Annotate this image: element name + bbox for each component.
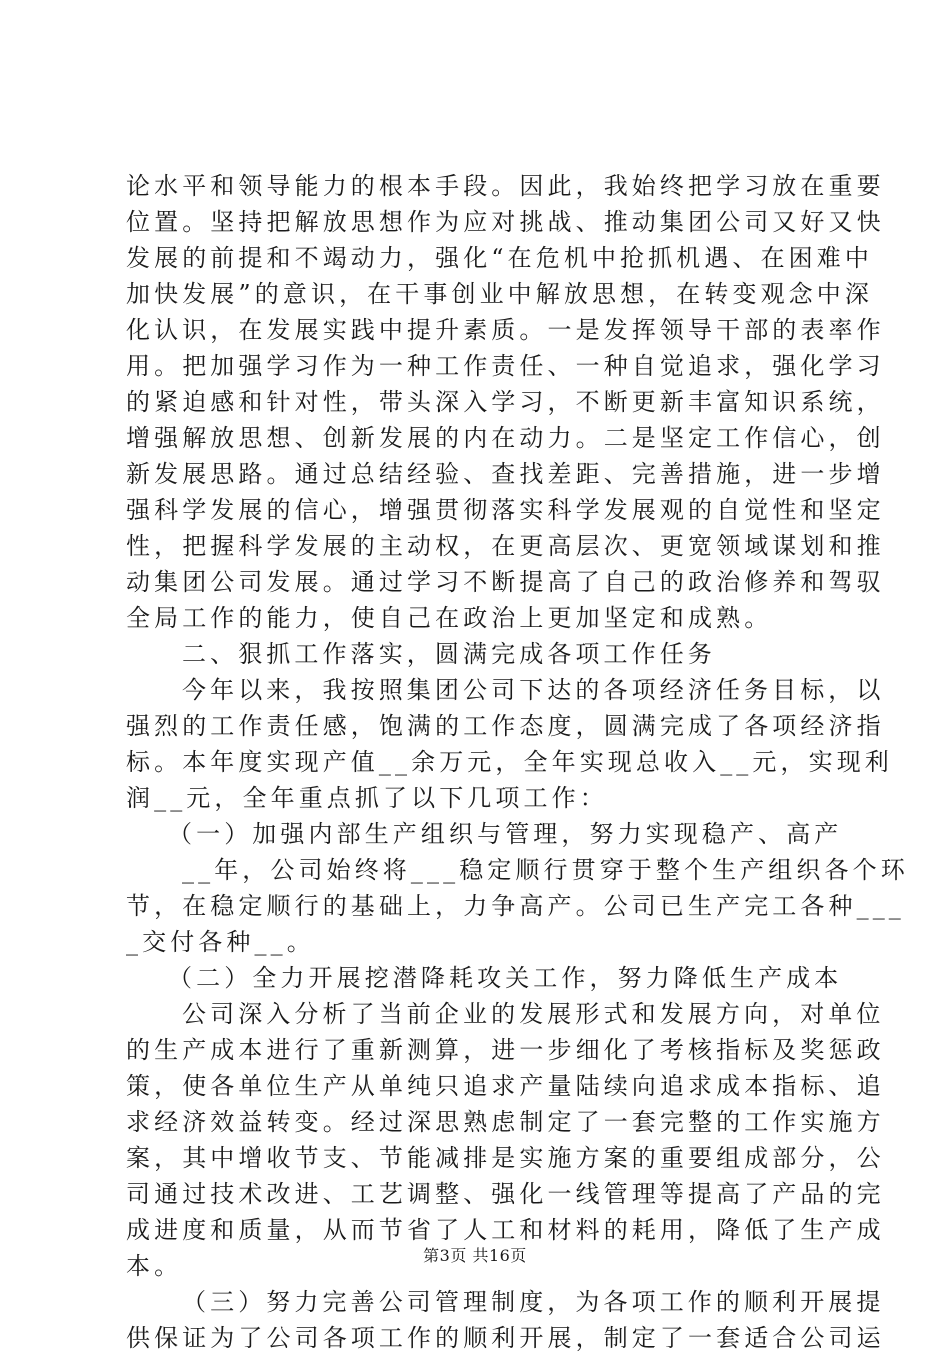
text-line: 润__元，全年重点抓了以下几项工作： (126, 784, 608, 812)
text-line: 强科学发展的信心，增强贯彻落实科学发展观的自觉性和坚定 (126, 496, 885, 524)
text-line: 位置。坚持把解放思想作为应对挑战、推动集团公司又好又快 (126, 208, 885, 236)
text-line: 化认识，在发展实践中提升素质。一是发挥领导干部的表率作 (126, 316, 885, 344)
page-number-footer: 第3页 共16页 (423, 1246, 527, 1265)
text-line: 性，把握科学发展的主动权，在更高层次、更宽领域谋划和推 (126, 532, 885, 560)
text-line: 论水平和领导能力的根本手段。因此，我始终把学习放在重要 (126, 172, 885, 200)
text-line: 发展的前提和不竭动力，强化“在危机中抢抓机遇、在困难中 (126, 244, 873, 272)
text-line: 成进度和质量，从而节省了人工和材料的耗用，降低了生产成 (126, 1216, 885, 1244)
text-line: 新发展思路。通过总结经验、查找差距、完善措施，进一步增 (126, 460, 885, 488)
text-line: 动集团公司发展。通过学习不断提高了自己的政治修养和驾驭 (126, 568, 885, 596)
text-line: 策，使各单位生产从单纯只追求产量陆续向追求成本指标、追 (126, 1072, 885, 1100)
text-line: 节，在稳定顺行的基础上，力争高产。公司已生产完工各种___ (126, 892, 905, 920)
text-line: 增强解放思想、创新发展的内在动力。二是坚定工作信心，创 (126, 424, 885, 452)
text-line: 用。把加强学习作为一种工作责任、一种自觉追求，强化学习 (126, 352, 885, 380)
subsection-heading: （二）全力开展挖潜降耗攻关工作，努力降低生产成本 (168, 964, 843, 992)
text-line: 的生产成本进行了重新测算，进一步细化了考核指标及奖惩政 (126, 1036, 885, 1064)
section-heading: 二、狠抓工作落实，圆满完成各项工作任务 (182, 640, 716, 668)
text-line: 强烈的工作责任感，饱满的工作态度，圆满完成了各项经济指 (126, 712, 885, 740)
text-line: 供保证为了公司各项工作的顺利开展，制定了一套适合公司运 (126, 1324, 885, 1352)
text-line: 的紧迫感和针对性，带头深入学习，不断更新丰富知识系统， (126, 388, 885, 416)
text-line: 今年以来，我按照集团公司下达的各项经济任务目标，以 (182, 676, 885, 704)
text-line: 本。 (126, 1252, 183, 1280)
subsection-heading: （三）努力完善公司管理制度，为各项工作的顺利开展提 (182, 1288, 885, 1316)
text-line: 加快发展”的意识，在干事创业中解放思想，在转变观念中深 (126, 280, 873, 308)
text-line: 公司深入分析了当前企业的发展形式和发展方向，对单位 (182, 1000, 885, 1028)
text-line: 标。本年度实现产值__余万元，全年实现总收入__元，实现利 (126, 748, 893, 776)
text-line: _交付各种__。 (126, 928, 315, 956)
text-line: 全局工作的能力，使自己在政治上更加坚定和成熟。 (126, 604, 773, 632)
text-line: __年，公司始终将___稳定顺行贯穿于整个生产组织各个环 (182, 856, 909, 884)
text-line: 司通过技术改进、工艺调整、强化一线管理等提高了产品的完 (126, 1180, 885, 1208)
text-line: 案，其中增收节支、节能减排是实施方案的重要组成部分，公 (126, 1144, 885, 1172)
subsection-heading: （一）加强内部生产组织与管理，努力实现稳产、高产 (168, 820, 843, 848)
text-line: 求经济效益转变。经过深思熟虑制定了一套完整的工作实施方 (126, 1108, 885, 1136)
